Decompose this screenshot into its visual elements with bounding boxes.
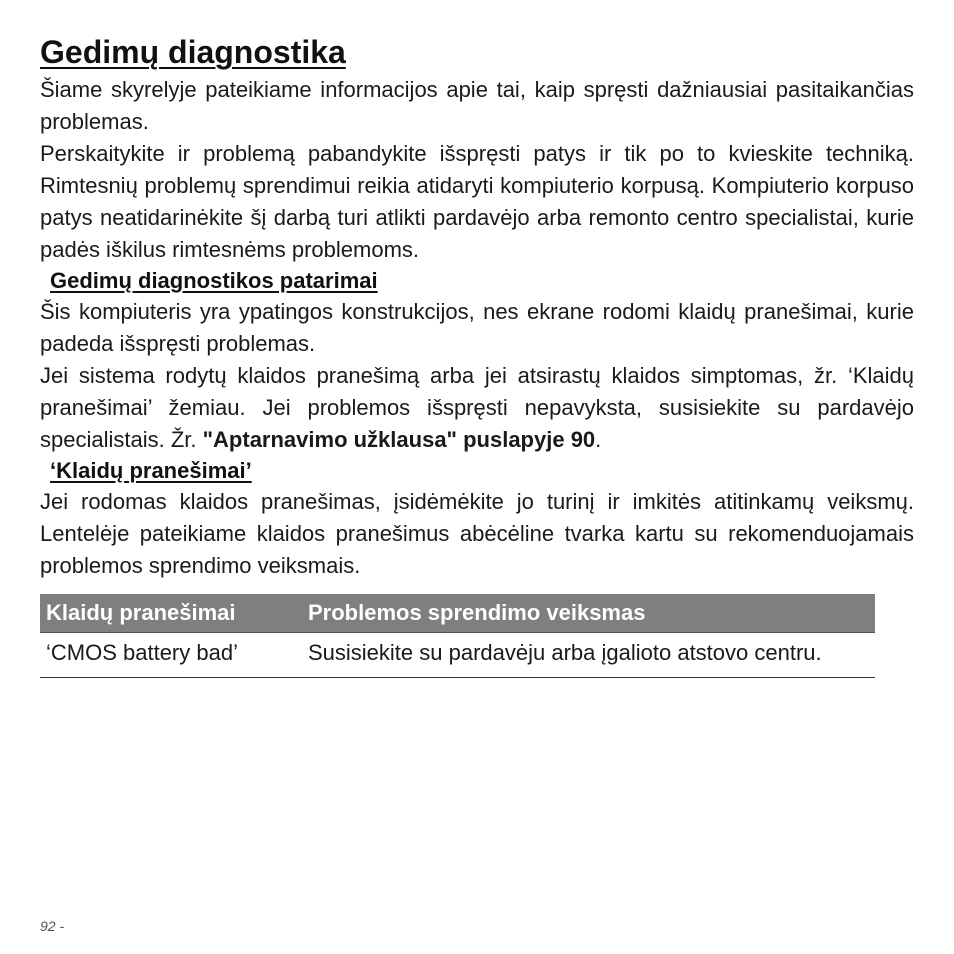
intro-paragraph-2: Perskaitykite ir problemą pabandykite išspręsti patys ir tik po to kvieskite techniką. Rimtesnių problemų sprendimui reikia atidaryti kompiuterio korpusą. Kompiuterio korpuso patys neatidarinėkite šį darbą turi atlikti pardavėjo arba remonto centro specialistai, kurie padės iškilus rimtesnėms problemoms.: [40, 141, 914, 262]
section1-paragraph-2: [40, 360, 914, 456]
intro-paragraph-1: Šiame skyrelyje pateikiame informacijos apie tai, kaip spręsti dažniausiai pasitaikančias problemas.: [40, 77, 914, 134]
section1-paragraph-2-end: .: [595, 427, 602, 452]
table-header-solution: Problemos sprendimo veiksmas: [302, 594, 875, 633]
section-title-troubleshooting-tips: Gedimų diagnostikos patarimai: [50, 268, 378, 293]
page-title: Gedimų diagnostika: [40, 34, 346, 70]
service-request-link[interactable]: "Aptarnavimo užklausa" puslapyje 90: [202, 427, 596, 452]
section2-paragraph-1: Jei rodomas klaidos pranešimas, įsidėmėkite jo turinį ir imkitės atitinkamų veiksmų. Lentelėje pateikiame klaidos pranešimus abėcėline tvarka kartu su rekomenduojamais problemos sprendimo veiksmais.: [40, 489, 914, 578]
table-header-error-messages: Klaidų pranešimai: [40, 594, 302, 633]
table-cell-solution: Susisiekite su pardavėju arba įgalioto atstovo centru.: [308, 640, 822, 665]
section-title-error-messages: ‘Klaidų pranešimai’: [50, 458, 252, 483]
section1-paragraph-2-text: Jei sistema rodytų klaidos pranešimą arba jei atsirastų klaidos simptomas, žr. ‘Klaidų pranešimai’ žemiau. Jei problemos išspręsti nepavyksta, susisiekite su pardavėjo specialistais. Žr.: [40, 363, 914, 452]
error-messages-table: [40, 594, 875, 678]
table-header-row: [40, 594, 875, 633]
section1-paragraph-1: Šis kompiuteris yra ypatingos konstrukcijos, nes ekrane rodomi klaidų pranešimai, kurie padeda išspręsti problemas.: [40, 299, 914, 356]
table-row: [40, 633, 875, 678]
document-page: [40, 30, 914, 678]
page-number: 92 -: [40, 918, 65, 934]
table-cell-error: ‘CMOS battery bad’: [46, 640, 238, 665]
